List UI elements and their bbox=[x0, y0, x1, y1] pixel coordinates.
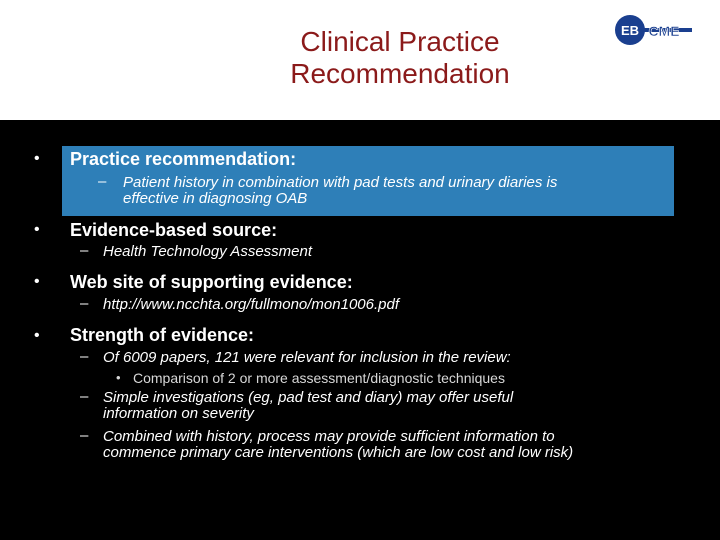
logo-eb-text: EB bbox=[620, 23, 640, 38]
bullet-practice-recommendation: Practice recommendation: bbox=[70, 149, 297, 169]
sub-item-line2: effective in diagnosing OAB bbox=[123, 190, 308, 207]
sub-bullet-dash: – bbox=[80, 427, 89, 444]
sub-item-simple-line1: Simple investigations (eg, pad test and diary) may offer useful bbox=[103, 389, 514, 406]
sub-sub-bullet-dot: • bbox=[116, 370, 121, 385]
bullet-website: Web site of supporting evidence: bbox=[70, 272, 353, 292]
sub-item-simple-line2: information on severity bbox=[103, 405, 254, 422]
ebcme-logo-icon bbox=[612, 12, 694, 48]
sub-bullet-dash: – bbox=[80, 388, 89, 405]
bullet-evidence-source: Evidence-based source: bbox=[70, 220, 278, 240]
slide-header bbox=[0, 0, 720, 120]
sub-item-papers: Of 6009 papers, 121 were relevant for inclusion in the review: bbox=[103, 349, 511, 366]
title-line-2: Recommendation bbox=[290, 58, 510, 89]
sub-item-combined-line2: commence primary care interventions (which are low cost and low risk) bbox=[103, 444, 574, 461]
logo-cme-text: CME bbox=[648, 23, 680, 39]
sub-item-combined-line1: Combined with history, process may provide sufficient information to bbox=[103, 428, 555, 445]
bullet-dot: • bbox=[34, 150, 40, 167]
bullet-dot: • bbox=[34, 273, 40, 290]
sub-bullet-dash: – bbox=[80, 348, 89, 365]
title-line-1: Clinical Practice bbox=[300, 26, 500, 57]
sub-item-line1: Patient history in combination with pad tests and urinary diaries is bbox=[123, 174, 558, 191]
evidence-url: http://www.ncchta.org/fullmono/mon1006.pdf bbox=[103, 296, 400, 313]
bullet-dot: • bbox=[34, 327, 40, 344]
sub-sub-item-comparison: Comparison of 2 or more assessment/diagnostic techniques bbox=[133, 370, 505, 386]
slide-title bbox=[200, 26, 600, 90]
bullet-strength: Strength of evidence: bbox=[70, 325, 255, 345]
sub-bullet-dash: – bbox=[98, 173, 107, 190]
sub-bullet-dash: – bbox=[80, 242, 89, 259]
bullet-dot: • bbox=[34, 221, 40, 238]
sub-bullet-dash: – bbox=[80, 295, 89, 312]
sub-item-hta: Health Technology Assessment bbox=[103, 243, 313, 260]
